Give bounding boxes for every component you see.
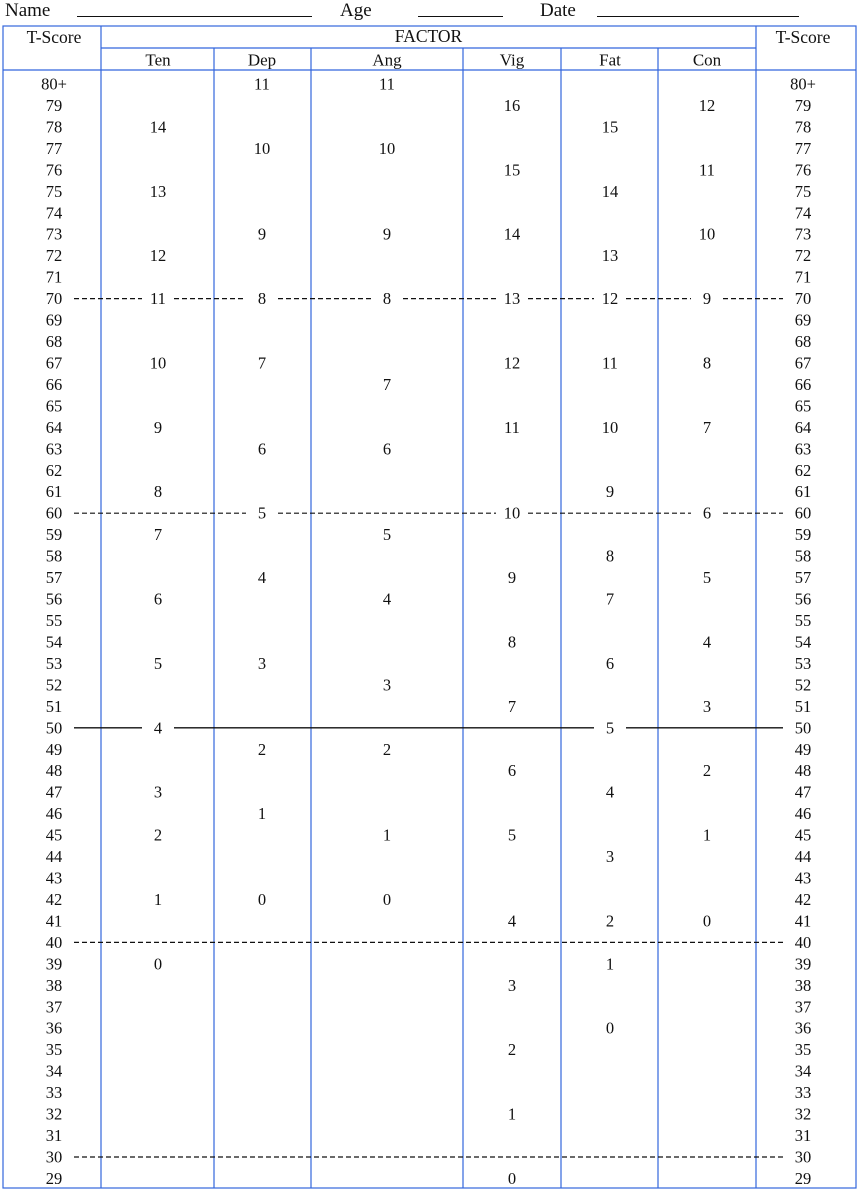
t-score-left: 57 [45,568,63,588]
t-score-left: 51 [45,696,63,716]
t-score-right: 37 [794,997,812,1017]
raw-score-con: 12 [698,95,716,115]
t-score-right: 75 [794,181,812,201]
raw-score-con: 6 [702,503,712,523]
t-score-right: 48 [794,761,812,781]
raw-score-fat: 12 [601,289,619,309]
t-score-right: 43 [794,868,812,888]
raw-score-ang: 7 [382,374,392,394]
raw-score-con: 2 [702,761,712,781]
t-score-right: 39 [794,954,812,974]
t-score-left: 52 [45,675,63,695]
t-score-left: 36 [45,1018,63,1038]
raw-score-con: 3 [702,696,712,716]
raw-score-vig: 2 [507,1040,517,1060]
raw-score-dep: 3 [257,653,267,673]
raw-score-fat: 6 [605,653,615,673]
raw-score-ten: 11 [150,289,166,309]
tscore-header-right: T-Score [775,27,831,47]
raw-score-dep: 7 [257,353,267,373]
raw-score-fat: 11 [602,353,618,373]
t-score-right: 72 [794,246,812,266]
t-score-left: 68 [45,332,63,352]
t-score-left: 50 [45,718,63,738]
t-score-right: 46 [794,804,812,824]
raw-score-ang: 5 [382,525,392,545]
raw-score-ang: 2 [382,739,392,759]
t-score-right: 70 [794,289,812,309]
t-score-right: 73 [794,224,812,244]
raw-score-con: 7 [702,417,712,437]
t-score-left: 49 [45,739,63,759]
raw-score-ten: 7 [153,525,163,545]
t-score-right: 47 [794,782,812,802]
raw-score-dep: 0 [257,889,267,909]
raw-score-dep: 6 [257,439,267,459]
raw-score-ang: 6 [382,439,392,459]
t-score-left: 80+ [41,74,67,94]
t-score-right: 59 [794,525,812,545]
t-score-right: 55 [794,611,812,630]
t-score-right: 35 [794,1040,812,1060]
t-score-right: 56 [794,589,812,609]
t-score-left: 54 [45,632,63,652]
raw-score-vig: 5 [507,825,517,845]
raw-score-dep: 11 [254,74,270,94]
t-score-right: 41 [794,911,812,931]
raw-score-ang: 3 [382,675,392,695]
t-score-left: 35 [45,1040,63,1060]
t-score-right: 79 [794,95,812,115]
t-score-right: 40 [794,932,812,952]
raw-score-vig: 16 [503,95,521,115]
t-score-left: 73 [45,224,63,244]
raw-score-ang: 10 [378,138,396,158]
t-score-right: 29 [794,1168,812,1188]
t-score-right: 53 [794,653,812,673]
raw-score-vig: 0 [507,1168,517,1188]
raw-score-vig: 13 [503,289,521,309]
t-score-left: 61 [45,482,63,502]
t-score-right: 66 [794,374,812,394]
raw-score-fat: 3 [605,847,615,867]
t-score-left: 74 [45,203,63,223]
t-score-right: 60 [794,503,812,523]
t-score-left: 39 [45,954,63,974]
raw-score-dep: 5 [257,503,267,523]
t-score-left: 66 [45,374,63,394]
t-score-left: 33 [45,1083,63,1103]
t-score-right: 33 [794,1083,812,1103]
column-header-ang: Ang [372,50,402,70]
raw-score-ten: 2 [153,825,163,845]
raw-score-fat: 1 [605,954,615,974]
raw-score-fat: 4 [605,782,615,802]
raw-score-dep: 10 [253,138,271,158]
raw-score-ten: 14 [149,117,167,137]
factor-header: FACTOR [394,26,463,46]
t-score-right: 32 [794,1104,812,1124]
t-score-right: 30 [794,1147,812,1167]
t-score-left: 32 [45,1104,63,1124]
t-score-left: 48 [45,761,63,781]
t-score-right: 74 [794,203,812,223]
t-score-left: 31 [45,1126,63,1146]
t-score-right: 71 [794,267,812,287]
raw-score-vig: 6 [507,761,517,781]
t-score-left: 43 [45,868,63,888]
raw-score-ten: 3 [153,782,163,802]
t-score-left: 62 [45,460,63,480]
t-score-left: 29 [45,1168,63,1188]
raw-score-dep: 8 [257,289,267,309]
raw-score-ten: 13 [149,181,167,201]
t-score-left: 55 [45,611,63,630]
t-score-right: 80+ [790,74,816,94]
t-score-left: 45 [45,825,63,845]
t-score-left: 76 [45,160,63,180]
t-score-right: 67 [794,353,812,373]
t-score-right: 42 [794,889,812,909]
raw-score-ten: 5 [153,653,163,673]
t-score-left: 65 [45,396,63,416]
raw-score-dep: 9 [257,224,267,244]
raw-score-vig: 10 [503,503,521,523]
raw-score-ang: 8 [382,289,392,309]
t-score-left: 72 [45,246,63,266]
raw-score-ten: 10 [149,353,167,373]
column-header-ten: Ten [145,50,171,70]
age-label: Age [340,0,372,21]
t-score-left: 78 [45,117,63,137]
t-score-left: 46 [45,804,63,824]
t-score-right: 31 [794,1126,812,1146]
raw-score-fat: 8 [605,546,615,566]
column-header-con: Con [692,50,722,70]
t-score-left: 58 [45,546,63,566]
t-score-left: 30 [45,1147,63,1167]
t-score-left: 44 [45,847,63,867]
t-score-right: 76 [794,160,812,180]
t-score-right: 69 [794,310,812,330]
t-score-right: 52 [794,675,812,695]
raw-score-ang: 9 [382,224,392,244]
raw-score-con: 0 [702,911,712,931]
raw-score-fat: 7 [605,589,615,609]
t-score-left: 77 [45,138,63,158]
t-score-left: 34 [45,1061,63,1081]
raw-score-vig: 7 [507,696,517,716]
raw-score-fat: 9 [605,482,615,502]
t-score-left: 69 [45,310,63,330]
column-header-vig: Vig [499,50,525,70]
raw-score-ten: 4 [153,718,163,738]
raw-score-con: 4 [702,632,712,652]
t-score-left: 42 [45,889,63,909]
t-score-left: 41 [45,911,63,931]
t-score-left: 59 [45,525,63,545]
t-score-left: 38 [45,975,63,995]
t-score-left: 71 [45,267,63,287]
t-score-left: 64 [45,417,63,437]
raw-score-ten: 6 [153,589,163,609]
raw-score-ten: 12 [149,246,167,266]
raw-score-ten: 9 [153,417,163,437]
raw-score-con: 9 [702,289,712,309]
raw-score-con: 10 [698,224,716,244]
raw-score-con: 1 [702,825,712,845]
date-label: Date [540,0,576,21]
t-score-left: 70 [45,289,63,309]
raw-score-fat: 0 [605,1018,615,1038]
t-score-left: 79 [45,95,63,115]
raw-score-ang: 4 [382,589,392,609]
raw-score-ang: 0 [382,889,392,909]
t-score-right: 51 [794,696,812,716]
raw-score-fat: 13 [601,246,619,266]
raw-score-vig: 9 [507,568,517,588]
raw-score-con: 5 [702,568,712,588]
t-score-left: 47 [45,782,63,802]
t-score-right: 50 [794,718,812,738]
t-score-right: 34 [794,1061,812,1081]
raw-score-vig: 8 [507,632,517,652]
t-score-right: 63 [794,439,812,459]
t-score-left: 56 [45,589,63,609]
raw-score-vig: 12 [503,353,521,373]
column-header-dep: Dep [247,50,277,70]
raw-score-vig: 4 [507,911,517,931]
t-score-left: 40 [45,932,63,952]
t-score-left: 37 [45,997,63,1017]
t-score-left: 63 [45,439,63,459]
raw-score-fat: 14 [601,181,619,201]
raw-score-dep: 1 [257,804,267,824]
t-score-right: 68 [794,332,812,352]
t-score-right: 54 [794,632,812,652]
t-score-right: 44 [794,847,812,867]
t-score-right: 62 [794,460,812,480]
t-score-right: 78 [794,117,812,137]
t-score-right: 77 [794,138,812,158]
raw-score-fat: 2 [605,911,615,931]
t-score-right: 57 [794,568,812,588]
raw-score-vig: 11 [504,417,520,437]
raw-score-fat: 10 [601,417,619,437]
t-score-right: 49 [794,739,812,759]
t-score-right: 38 [794,975,812,995]
t-score-left: 60 [45,503,63,523]
t-score-right: 36 [794,1018,812,1038]
t-score-left: 75 [45,181,63,201]
raw-score-vig: 14 [503,224,521,244]
raw-score-vig: 1 [507,1104,517,1124]
raw-score-vig: 3 [507,975,517,995]
t-score-right: 58 [794,546,812,566]
t-score-left: 67 [45,353,63,373]
name-label: Name [5,0,51,21]
raw-score-dep: 2 [257,739,267,759]
raw-score-ang: 1 [382,825,392,845]
t-score-right: 65 [794,396,812,416]
t-score-left: 53 [45,653,63,673]
raw-score-vig: 15 [503,160,521,180]
raw-score-ten: 1 [153,889,163,909]
raw-score-ten: 0 [153,954,163,974]
raw-score-ang: 11 [379,74,395,94]
t-score-right: 64 [794,417,812,437]
raw-score-con: 8 [702,353,712,373]
raw-score-dep: 4 [257,568,267,588]
raw-score-con: 11 [699,160,715,180]
table-border [3,26,856,1188]
raw-score-ten: 8 [153,482,163,502]
t-score-right: 61 [794,482,812,502]
tscore-header-left: T-Score [26,27,82,47]
t-score-right: 45 [794,825,812,845]
raw-score-fat: 15 [601,117,619,137]
raw-score-fat: 5 [605,718,615,738]
column-header-fat: Fat [599,50,621,70]
